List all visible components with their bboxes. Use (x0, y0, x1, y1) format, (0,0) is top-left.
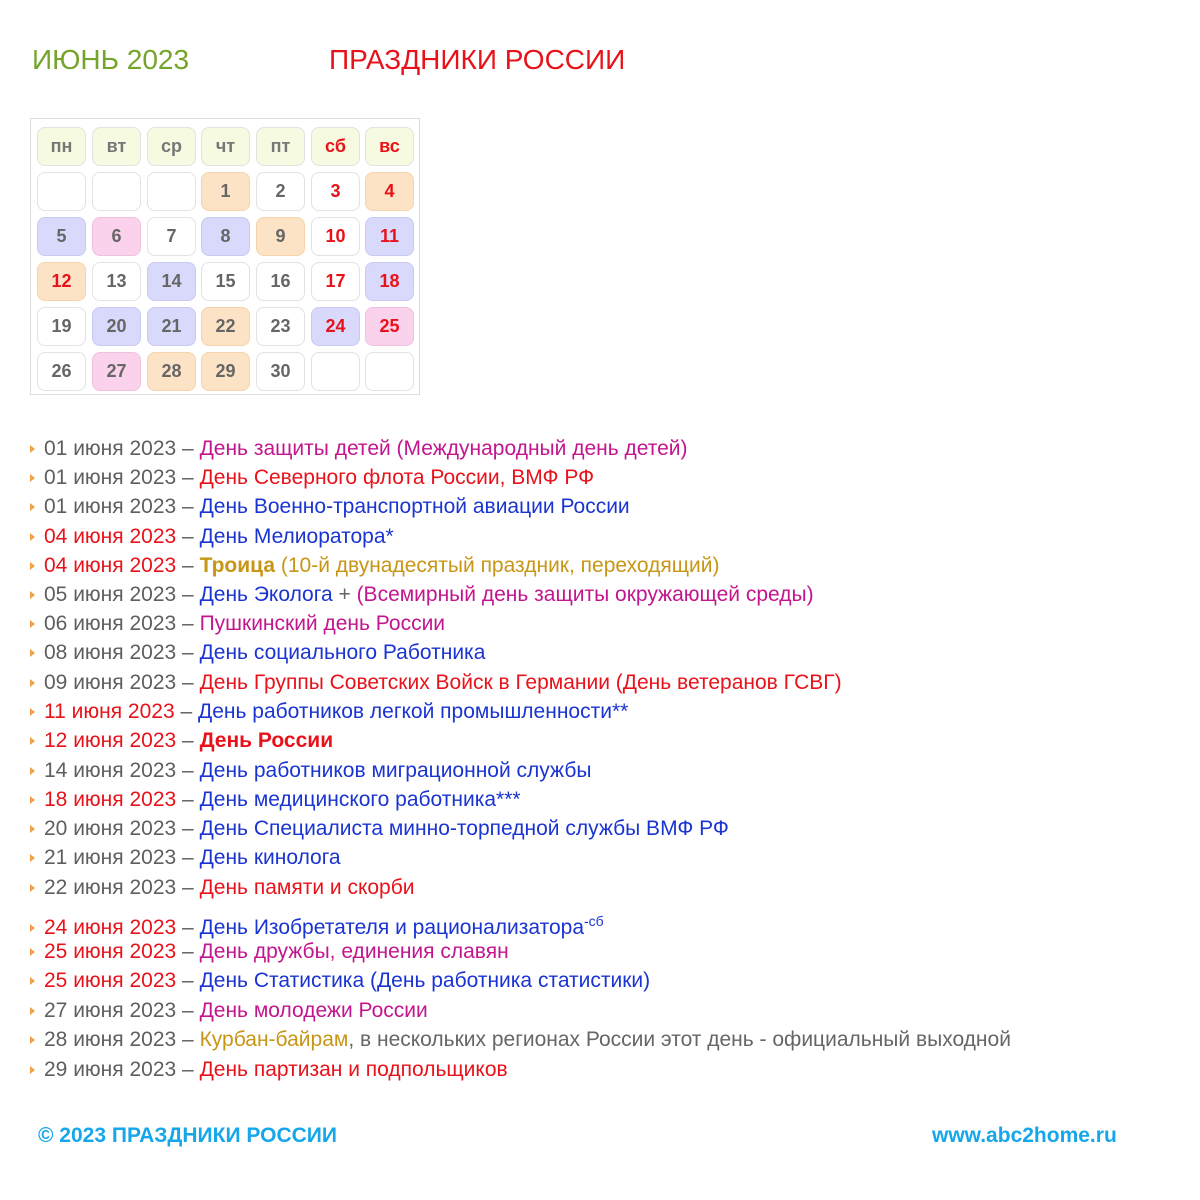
holiday-date: 25 июня 2023 (44, 969, 177, 992)
calendar-day: 8 (201, 217, 250, 256)
dash-separator: – (176, 817, 200, 840)
weekday-header: ср (147, 127, 196, 166)
weekday-header: пн (37, 127, 86, 166)
holiday-item (30, 582, 814, 607)
weekday-header: пт (256, 127, 305, 166)
holiday-name: День Эколога (199, 583, 333, 606)
dash-separator: – (176, 788, 200, 811)
holiday-name: Курбан-байрам (199, 1028, 349, 1051)
calendar-day: 12 (37, 262, 86, 301)
dash-separator: – (176, 846, 200, 869)
holiday-name: + (332, 583, 357, 606)
calendar-day: 3 (311, 172, 360, 211)
holiday-item (30, 553, 719, 578)
calendar-day: 6 (92, 217, 141, 256)
calendar-day: 26 (37, 352, 86, 391)
bullet-arrow-icon (30, 977, 35, 985)
holiday-name: День России (199, 729, 334, 752)
holiday-name: День Статистика (День работника статистики) (199, 969, 651, 992)
holiday-date: 25 июня 2023 (44, 940, 177, 963)
dash-separator: – (176, 729, 200, 752)
bullet-arrow-icon (30, 854, 35, 862)
holiday-date: 27 июня 2023 (44, 999, 177, 1022)
bullet-arrow-icon (30, 924, 35, 932)
holiday-name: День работников легкой промышленности** (198, 700, 629, 723)
bullet-arrow-icon (30, 620, 35, 628)
bullet-arrow-icon (30, 649, 35, 657)
holiday-item (30, 524, 394, 549)
holiday-item (30, 640, 485, 665)
holiday-name: День кинолога (199, 846, 341, 869)
calendar-day: 15 (201, 262, 250, 301)
holiday-date: 01 июня 2023 (44, 437, 177, 460)
holiday-name: День защиты детей (Международный день детей) (199, 437, 688, 460)
bullet-arrow-icon (30, 1036, 35, 1044)
holiday-date: 21 июня 2023 (44, 846, 177, 869)
holiday-item (30, 728, 333, 753)
calendar-day: 1 (201, 172, 250, 211)
bullet-arrow-icon (30, 679, 35, 687)
holiday-item (30, 699, 628, 724)
calendar-day: 14 (147, 262, 196, 301)
holiday-date: 22 июня 2023 (44, 876, 177, 899)
dash-separator: – (176, 583, 200, 606)
calendar-day: 27 (92, 352, 141, 391)
bullet-arrow-icon (30, 948, 35, 956)
calendar-day: 11 (365, 217, 414, 256)
holiday-item (30, 611, 445, 636)
dash-separator: – (176, 876, 200, 899)
holiday-item (30, 758, 591, 783)
calendar-day: 10 (311, 217, 360, 256)
bullet-arrow-icon (30, 796, 35, 804)
holiday-name: День работников миграционной службы (199, 759, 592, 782)
dash-separator: – (176, 641, 200, 664)
dash-separator: – (176, 940, 200, 963)
calendar-day: 4 (365, 172, 414, 211)
holiday-name: День Специалиста минно-торпедной службы ВМФ РФ (199, 817, 729, 840)
dash-separator: – (176, 671, 200, 694)
weekday-header: сб (311, 127, 360, 166)
calendar-empty-cell (37, 172, 86, 211)
holiday-name: День Мелиоратора* (199, 525, 394, 548)
holiday-item (30, 968, 650, 993)
holiday-date: 05 июня 2023 (44, 583, 177, 606)
holiday-date: 01 июня 2023 (44, 466, 177, 489)
calendar-empty-cell (92, 172, 141, 211)
holiday-date: 08 июня 2023 (44, 641, 177, 664)
bullet-arrow-icon (30, 533, 35, 541)
calendar-empty-cell (365, 352, 414, 391)
holiday-item (30, 875, 414, 900)
bullet-arrow-icon (30, 445, 35, 453)
holiday-item (30, 1057, 508, 1082)
holiday-item (30, 845, 341, 870)
holiday-name: , в нескольких регионах России этот день - официальный выходной (348, 1028, 1011, 1051)
holiday-item (30, 787, 521, 812)
month-title: ИЮНЬ 2023 (32, 44, 190, 75)
calendar-day: 19 (37, 307, 86, 346)
holiday-item (30, 816, 729, 841)
calendar-day: 24 (311, 307, 360, 346)
dash-separator: – (176, 1058, 200, 1081)
calendar-day: 21 (147, 307, 196, 346)
calendar-day: 25 (365, 307, 414, 346)
bullet-arrow-icon (30, 1066, 35, 1074)
bullet-arrow-icon (30, 1007, 35, 1015)
dash-separator: – (176, 437, 200, 460)
holiday-name: (10-й двунадесятый праздник, переходящий) (275, 554, 720, 577)
holiday-name: День Группы Советских Войск в Германии (День ветеранов ГСВГ) (199, 671, 842, 694)
holiday-date: 01 июня 2023 (44, 495, 177, 518)
holiday-name: День Военно-транспортной авиации России (199, 495, 630, 518)
holiday-item (30, 670, 842, 695)
holiday-date: 24 июня 2023 (44, 916, 177, 939)
calendar-day: 18 (365, 262, 414, 301)
holiday-item (30, 998, 428, 1023)
calendar-day: 23 (256, 307, 305, 346)
calendar-empty-cell (147, 172, 196, 211)
dash-separator: – (176, 495, 200, 518)
calendar-empty-cell (311, 352, 360, 391)
holiday-date: 04 июня 2023 (44, 525, 177, 548)
weekday-header: вт (92, 127, 141, 166)
bullet-arrow-icon (30, 474, 35, 482)
calendar-day: 17 (311, 262, 360, 301)
dash-separator: – (176, 759, 200, 782)
dash-separator: – (174, 700, 198, 723)
bullet-arrow-icon (30, 708, 35, 716)
calendar-day: 7 (147, 217, 196, 256)
calendar-day: 9 (256, 217, 305, 256)
holiday-date: 09 июня 2023 (44, 671, 177, 694)
dash-separator: – (176, 554, 200, 577)
holiday-item (30, 465, 594, 490)
dash-separator: – (176, 466, 200, 489)
holiday-date: 18 июня 2023 (44, 788, 177, 811)
calendar-day: 29 (201, 352, 250, 391)
dash-separator: – (176, 612, 200, 635)
holiday-name: День молодежи России (199, 999, 428, 1022)
holiday-item (30, 436, 688, 461)
bullet-arrow-icon (30, 767, 35, 775)
calendar-day: 16 (256, 262, 305, 301)
holiday-name: День Северного флота России, ВМФ РФ (199, 466, 595, 489)
bullet-arrow-icon (30, 562, 35, 570)
holiday-name: Пушкинский день России (199, 612, 446, 635)
holiday-name: -сб (584, 913, 604, 929)
holiday-name: (Всемирный день защиты окружающей среды) (356, 583, 814, 606)
dash-separator: – (176, 999, 200, 1022)
bullet-arrow-icon (30, 737, 35, 745)
bullet-arrow-icon (30, 884, 35, 892)
holiday-name: День медицинского работника*** (199, 788, 521, 811)
calendar-grid (30, 118, 420, 395)
weekday-header: чт (201, 127, 250, 166)
holiday-date: 11 июня 2023 (44, 700, 175, 723)
calendar-day: 2 (256, 172, 305, 211)
holiday-name: Троица (199, 554, 276, 577)
holiday-item (30, 909, 604, 940)
calendar-day: 22 (201, 307, 250, 346)
footer-copyright: © 2023 ПРАЗДНИКИ РОССИИ (38, 1124, 337, 1147)
footer-site-link[interactable]: www.abc2home.ru (932, 1124, 1117, 1147)
calendar-day: 20 (92, 307, 141, 346)
holiday-item (30, 939, 509, 964)
holiday-date: 20 июня 2023 (44, 817, 177, 840)
dash-separator: – (176, 525, 200, 548)
bullet-arrow-icon (30, 503, 35, 511)
calendar-day: 28 (147, 352, 196, 391)
calendar-day: 30 (256, 352, 305, 391)
dash-separator: – (176, 916, 200, 939)
holiday-name: День социального Работника (199, 641, 486, 664)
holiday-date: 29 июня 2023 (44, 1058, 177, 1081)
holiday-name: День Изобретателя и рационализатора (199, 916, 585, 939)
holiday-date: 14 июня 2023 (44, 759, 177, 782)
holiday-date: 12 июня 2023 (44, 729, 177, 752)
holiday-item (30, 1027, 1011, 1052)
bullet-arrow-icon (30, 591, 35, 599)
holiday-name: День памяти и скорби (199, 876, 415, 899)
bullet-arrow-icon (30, 825, 35, 833)
holiday-date: 04 июня 2023 (44, 554, 177, 577)
calendar-day: 13 (92, 262, 141, 301)
holiday-date: 28 июня 2023 (44, 1028, 177, 1051)
holiday-item (30, 494, 630, 519)
page-title: ПРАЗДНИКИ РОССИИ (329, 44, 626, 75)
dash-separator: – (176, 1028, 200, 1051)
holiday-date: 06 июня 2023 (44, 612, 177, 635)
weekday-header: вс (365, 127, 414, 166)
holiday-name: День дружбы, единения славян (199, 940, 509, 963)
dash-separator: – (176, 969, 200, 992)
calendar-day: 5 (37, 217, 86, 256)
holiday-name: День партизан и подпольщиков (199, 1058, 508, 1081)
